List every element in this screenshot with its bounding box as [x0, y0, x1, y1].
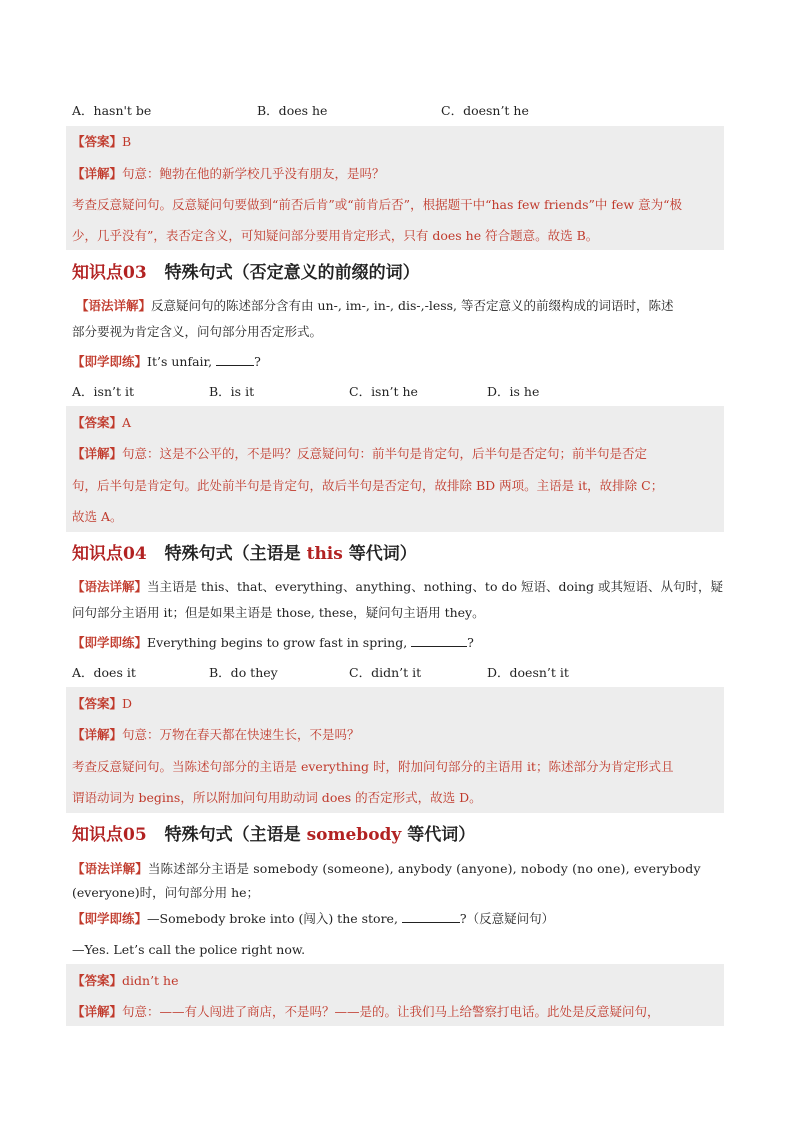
practice-label: 【即学即练】 — [72, 354, 148, 369]
grammar-line — [72, 861, 701, 877]
answer-value: B — [122, 134, 132, 149]
detail-line — [72, 166, 385, 182]
section-title: 特殊句式（主语是 this 等代词） — [164, 544, 417, 564]
practice-end: ? — [254, 354, 261, 369]
knowledge-point-number: 知识点04 — [72, 544, 147, 564]
practice-line — [72, 910, 554, 927]
practice-text: It’s unfair, — [147, 354, 217, 369]
detail-text: 句，后半句是肯定句。此处前半句是肯定句，故后半句是否定句，故排除 BD 两项。主语是 it，故排除 C； — [72, 478, 664, 493]
answer-blank — [411, 634, 467, 647]
practice-end: ?（反意疑问句） — [459, 911, 555, 926]
option-c: C．isn’t he — [349, 384, 418, 399]
detail-label: 【详解】 — [72, 1004, 123, 1019]
detail-text: 谓语动词为 begins，所以附加问句用助动词 does 的否定形式，故选 D。 — [72, 790, 482, 805]
option-d: D．is he — [487, 384, 540, 399]
answer-value: didn’t he — [122, 973, 179, 988]
detail-label: 【详解】 — [72, 166, 123, 181]
detail-line — [72, 1004, 660, 1020]
option-b: B．do they — [209, 665, 278, 680]
section-title: 特殊句式（主语是 somebody 等代词） — [164, 825, 476, 845]
grammar-label: 【语法详解】 — [76, 298, 152, 313]
grammar-text: 当陈述部分主语是 somebody (someone), anybody (anyone), nobody (no one), everybody — [147, 861, 701, 876]
grammar-text: 部分要视为肯定含义，问句部分用否定形式。 — [72, 324, 323, 339]
grammar-text: (everyone)时，问句部分用 he； — [72, 885, 260, 900]
option-c: C．doesn’t he — [441, 103, 529, 118]
section-heading — [72, 543, 417, 565]
answer-label: 【答案】 — [72, 973, 123, 988]
practice-line — [72, 634, 474, 651]
section-title: 特殊句式（否定意义的前缀的词） — [164, 263, 420, 283]
section-heading — [72, 824, 475, 846]
knowledge-point-number: 知识点03 — [72, 263, 147, 283]
answer-line — [72, 134, 131, 150]
answer-value: A — [122, 415, 132, 430]
detail-line — [72, 446, 647, 462]
detail-text: 故选 A。 — [72, 509, 123, 524]
detail-text: 句意：鲍勃在他的新学校几乎没有朋友，是吗？ — [122, 166, 385, 181]
practice-label: 【即学即练】 — [72, 911, 148, 926]
detail-text: 考查反意疑问句。当陈述句部分的主语是 everything 时，附加问句部分的主语用 it；陈述部分为肯定形式且 — [72, 759, 674, 774]
grammar-label: 【语法详解】 — [72, 579, 148, 594]
answer-blank — [216, 353, 254, 366]
practice-text: —Somebody broke into (闯入) the store, — [147, 911, 402, 926]
answer-line — [72, 973, 179, 989]
detail-text: 考查反意疑问句。反意疑问句要做到“前否后肯”或“前肯后否”，根据题干中“has few friends”中 few 意为“极 — [72, 197, 682, 212]
answer-blank — [402, 910, 460, 923]
detail-label: 【详解】 — [72, 446, 123, 461]
grammar-label: 【语法详解】 — [72, 861, 148, 876]
answer-label: 【答案】 — [72, 134, 123, 149]
answer-line — [72, 415, 131, 431]
option-a: A．isn’t it — [72, 384, 134, 399]
option-c: C．didn’t it — [349, 665, 422, 680]
detail-label: 【详解】 — [72, 727, 123, 742]
practice-label: 【即学即练】 — [72, 635, 148, 650]
option-a: A．hasn't be — [72, 103, 152, 118]
detail-text: 句意：万物在春天都在快速生长，不是吗？ — [122, 727, 360, 742]
practice-end: ? — [467, 635, 474, 650]
detail-line — [72, 727, 360, 743]
grammar-text: 问句部分主语用 it；但是如果主语是 those, these，疑问句主语用 they。 — [72, 605, 485, 620]
grammar-line — [76, 298, 674, 314]
answer-line — [72, 696, 132, 712]
section-heading — [72, 262, 420, 284]
option-d: D．doesn’t it — [487, 665, 569, 680]
option-b: B．is it — [209, 384, 255, 399]
detail-text: 句意：——有人闯进了商店，不是吗？——是的。让我们马上给警察打电话。此处是反意疑问句， — [122, 1004, 660, 1019]
option-a: A．does it — [72, 665, 136, 680]
answer-box — [66, 406, 724, 532]
knowledge-point-number: 知识点05 — [72, 825, 147, 845]
grammar-line — [72, 579, 723, 595]
option-b: B．does he — [257, 103, 328, 118]
detail-text: 少，几乎没有”，表否定含义，可知疑问部分要用肯定形式，只有 does he 符合题意。故选 B。 — [72, 228, 599, 243]
detail-text: 句意：这是不公平的，不是吗？反意疑问句：前半句是肯定句，后半句是否定句；前半句是否定 — [122, 446, 648, 461]
practice-text: Everything begins to grow fast in spring, — [147, 635, 412, 650]
grammar-text: 反意疑问句的陈述部分含有由 un-, im-, in-, dis-,-less, 等否定意义的前缀构成的词语时，陈述 — [151, 298, 674, 313]
answer-label: 【答案】 — [72, 415, 123, 430]
practice-line — [72, 353, 261, 370]
reply-line: —Yes. Let’s call the police right now. — [72, 942, 306, 957]
grammar-text: 当主语是 this、that、everything、anything、nothing、to do 短语、doing 或其短语、从句时，疑 — [147, 579, 724, 594]
answer-value: D — [122, 696, 133, 711]
answer-label: 【答案】 — [72, 696, 123, 711]
